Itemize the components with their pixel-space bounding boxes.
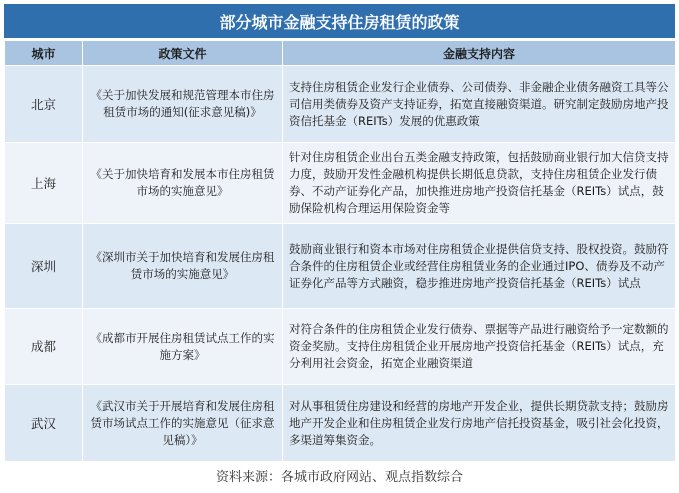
table-row: [5, 385, 676, 462]
city-cell: 上海: [5, 143, 83, 224]
header-policy-doc: 政策文件: [83, 41, 283, 66]
content-cell: 对从事租赁住房建设和经营的房地产开发企业，提供长期贷款支持；鼓励房地产开发企业和住房租赁企业发行房地产信托投资基金，吸引社会化投资，多渠道筹集资金。: [283, 385, 676, 462]
policy-doc-cell: 《深圳市关于加快培育和发展住房租赁市场的实施意见》: [83, 224, 283, 309]
city-cell: 武汉: [5, 385, 83, 462]
content-cell: 鼓励商业银行和资本市场对住房租赁企业提供信贷支持、股权投资。鼓励符合条件的住房租赁企业或经营住房租赁业务的企业通过IPO、债券及不动产证券化产品等方式融资，稳步推进房地产投资信托基金（REITs）试点: [283, 224, 676, 309]
city-cell: 深圳: [5, 224, 83, 309]
policy-doc-cell: 《关于加快发展和规范管理本市住房租赁市场的通知(征求意见稿)》: [83, 66, 283, 143]
table-row: [5, 66, 676, 143]
policy-doc-cell: 《成都市开展住房租赁试点工作的实施方案》: [83, 309, 283, 385]
policy-doc-cell: 《武汉市关于开展培育和发展住房租赁市场试点工作的实施意见（征求意见稿）》: [83, 385, 283, 462]
city-cell: 北京: [5, 66, 83, 143]
table-title: 部分城市金融支持住房租赁的政策: [4, 4, 675, 38]
policy-table: [4, 40, 676, 462]
table-row: [5, 224, 676, 309]
header-finance-content: 金融支持内容: [283, 41, 676, 66]
header-city: 城市: [5, 41, 83, 66]
content-cell: 针对住房租赁企业出台五类金融支持政策，包括鼓励商业银行加大信贷支持力度，鼓励开发性金融机构提供长期低息贷款，支持住房租赁企业发行债券、不动产证券化产品，加快推进房地产投资信托基金（REITs）试点，鼓励保险机构合理运用保险资金等: [283, 143, 676, 224]
content-cell: 支持住房租赁企业发行企业债券、公司债券、非金融企业债务融资工具等公司信用类债券及资产支持证券，拓宽直接融资渠道。研究制定鼓励房地产投资信托基金（REITs）发展的优惠政策: [283, 66, 676, 143]
source-note: 资料来源：各城市政府网站、观点指数综合: [215, 470, 463, 485]
header-row: [5, 41, 676, 66]
table-row: [5, 309, 676, 385]
content-cell: 对符合条件的住房租赁企业发行债券、票据等产品进行融资给予一定数额的资金奖励。支持住房租赁企业开展房地产投资信托基金（REITs）试点，充分利用社会资金，拓宽企业融资渠道: [283, 309, 676, 385]
policy-doc-cell: 《关于加快培育和发展本市住房租赁市场的实施意见》: [83, 143, 283, 224]
table-row: [5, 143, 676, 224]
city-cell: 成都: [5, 309, 83, 385]
